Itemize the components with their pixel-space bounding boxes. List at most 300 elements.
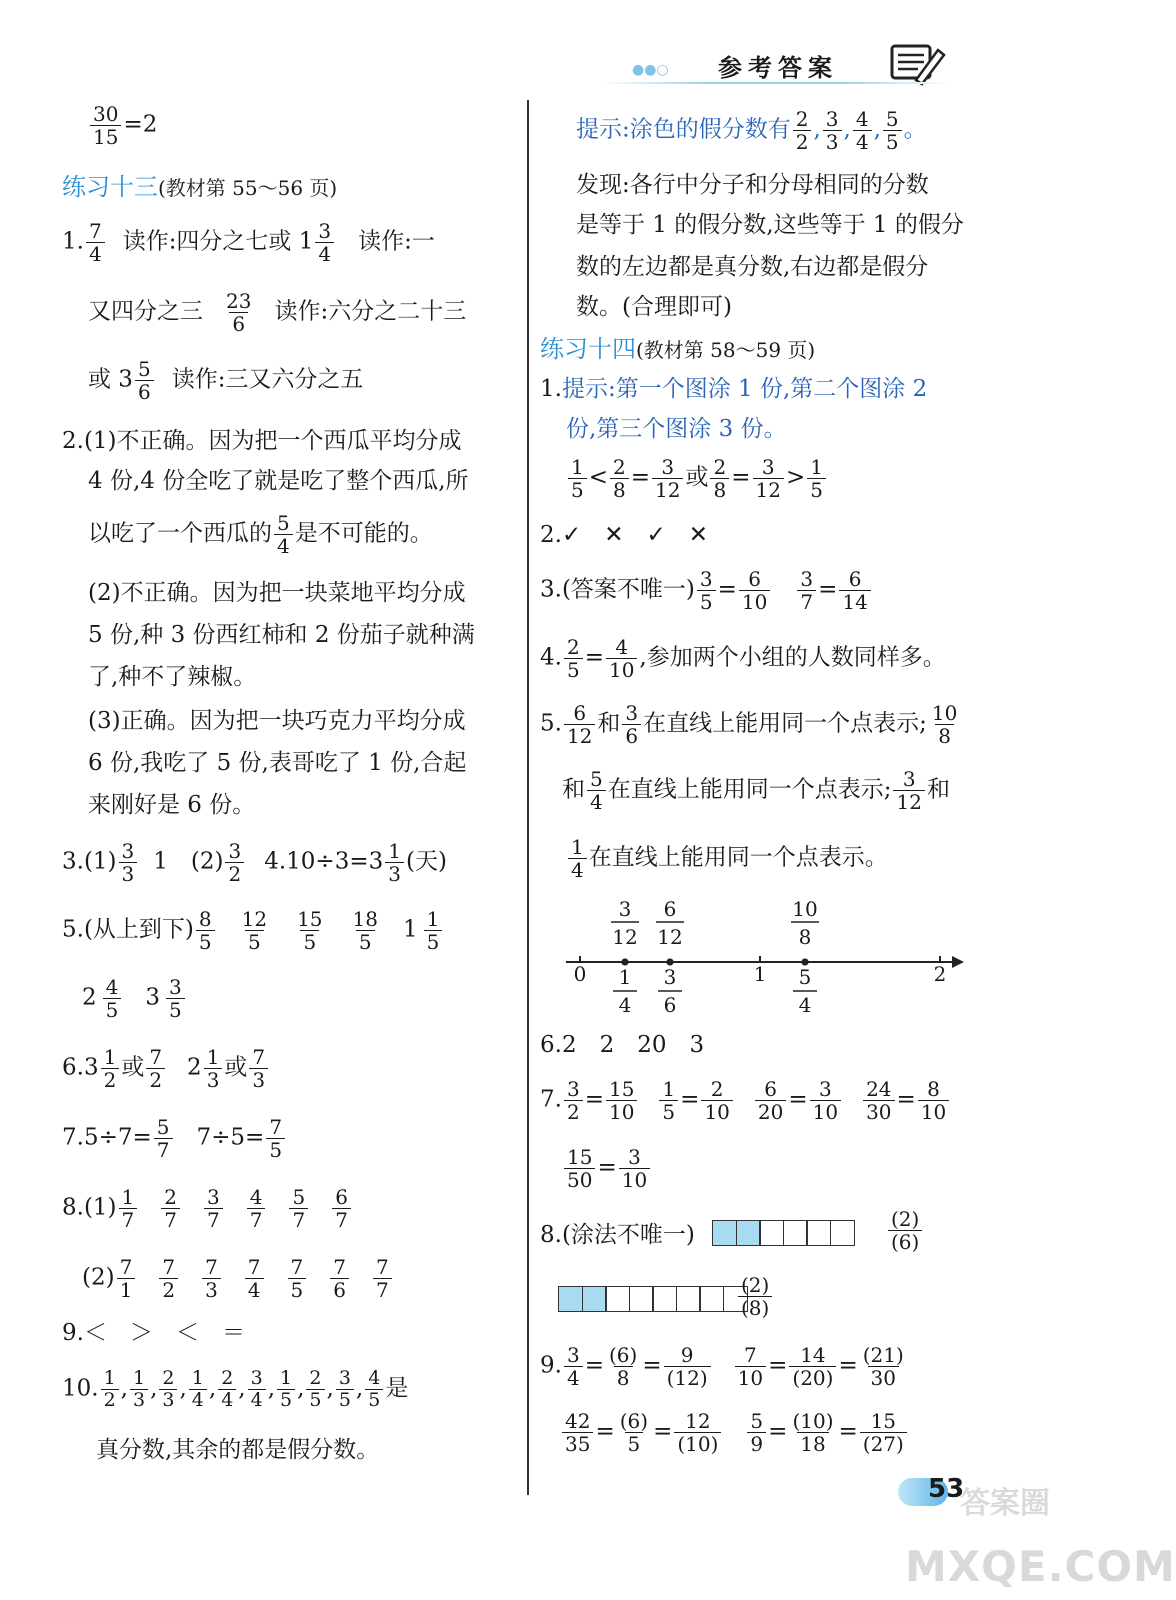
above-2-den: 12 [657, 925, 683, 949]
q5-frac-4 [350, 908, 381, 953]
numerator: 2 [162, 1367, 175, 1389]
section-14-title: 练习十四 [540, 335, 636, 363]
numerator: 6 [848, 567, 862, 591]
denominator: 5 [300, 930, 319, 953]
denominator: 4 [248, 1389, 266, 1411]
q5-frac-1 [196, 908, 215, 953]
numerator: 14 [800, 1343, 826, 1367]
r9-2a-0 [562, 1410, 593, 1455]
numerator: 3 [818, 1077, 832, 1101]
r1-line-1 [540, 374, 927, 404]
q2-2-l3: 了,种不了辣椒。 [88, 664, 257, 690]
q10-frac-9 [336, 1368, 354, 1411]
r7-frac-2-b [810, 1078, 841, 1123]
denominator: 10 [606, 658, 637, 681]
denominator: 3 [249, 1068, 268, 1091]
q1-frac-a [86, 220, 105, 265]
q2-1-l3a: 以吃了一个西瓜的 [88, 520, 272, 547]
denominator: 3 [204, 1068, 223, 1091]
q4-unit: (天) [405, 848, 447, 875]
top-formula-result: =2 [123, 111, 158, 138]
q8-2-frac-4 [245, 1256, 264, 1301]
denominator: 5 [883, 130, 902, 153]
numerator: 2 [710, 1077, 724, 1101]
denominator: 7 [204, 1208, 223, 1231]
denominator: 2 [564, 1100, 583, 1123]
denominator: 7 [373, 1278, 392, 1301]
numerator: 3 [625, 701, 639, 725]
numerator: 42 [565, 1409, 591, 1433]
comma: , [813, 116, 821, 143]
r3-line [540, 568, 873, 613]
numerator: 3 [661, 455, 675, 479]
r7-frac-0-a [564, 1078, 583, 1123]
numerator: 1 [191, 1367, 204, 1389]
section-13-pages: (教材第 55～56 页) [158, 176, 338, 200]
numerator: 30 [93, 102, 119, 126]
eq: = [838, 1352, 858, 1379]
q6-frac-3 [204, 1046, 223, 1091]
denominator: 10 [810, 1100, 841, 1123]
above-1-num: 3 [618, 897, 632, 921]
numerator: 15 [567, 1145, 593, 1169]
numerator: 1 [426, 907, 440, 931]
r1-frac-10 [807, 456, 826, 501]
r7-label: 7. [540, 1086, 562, 1113]
numerator: 7 [119, 1255, 133, 1279]
q8-2-frac-2 [159, 1256, 178, 1301]
r4-line [540, 636, 946, 681]
denominator: 5 [288, 1278, 307, 1301]
denominator: 10 [606, 1100, 637, 1123]
denominator: 2 [101, 1068, 120, 1091]
top-formula [88, 103, 157, 148]
denominator: 5 [365, 1389, 383, 1411]
denominator: 10 [619, 1168, 650, 1191]
r9-1a-2 [664, 1344, 711, 1389]
numerator: 3 [338, 1367, 351, 1389]
r7-frac-5-b [619, 1146, 650, 1191]
tick-2-label: 2 [933, 962, 947, 986]
eq: = [595, 1418, 615, 1445]
find-l3: 数的左边都是真分数,右边都是假分 [576, 254, 929, 280]
tick-1-label: 1 [753, 962, 767, 986]
q6-frac-4 [249, 1046, 268, 1091]
watermark-url: MXQE.COM [905, 1542, 1176, 1591]
numerator: 3 [207, 1185, 220, 1209]
r2-line [540, 520, 708, 550]
eq: = [768, 1352, 788, 1379]
numerator: 7 [269, 1115, 283, 1139]
q8-1-frac-5 [289, 1186, 308, 1231]
tip-text: 提示:涂色的假分数有 [576, 116, 791, 143]
eq: = [642, 1352, 662, 1379]
find-line-2 [576, 210, 964, 240]
r7-line-2 [562, 1146, 652, 1191]
q8-1-frac-3 [204, 1186, 223, 1231]
q10-line2: 真分数,其余的都是假分数。 [96, 1437, 380, 1463]
denominator: 6 [622, 724, 641, 747]
q10-frac-2 [130, 1368, 148, 1411]
r5-frac-4 [587, 768, 606, 813]
denominator: 35 [562, 1432, 593, 1455]
numerator: 2 [713, 455, 727, 479]
denominator: 5 [336, 1389, 354, 1411]
header-rule [600, 82, 950, 84]
r9-line-2 [560, 1410, 909, 1455]
r6-line [540, 1030, 704, 1060]
numerator: 3 [566, 1343, 580, 1367]
r1-frac-4 [652, 456, 683, 501]
numerator: 7 [376, 1255, 389, 1279]
numerator: 3 [761, 455, 775, 479]
page-number: 53 [928, 1474, 965, 1504]
q8-1-frac-4 [247, 1186, 266, 1231]
denominator: 5 [697, 590, 716, 613]
r8-frac-1-line [886, 1208, 924, 1253]
comma: , [150, 1375, 158, 1402]
find-l2: 是等于 1 的假分数,这些等于 1 的假分 [576, 212, 964, 238]
denominator: 10 [739, 590, 770, 613]
r4-text: ,参加两个小组的人数同样多。 [639, 644, 946, 671]
r9-line-1 [540, 1344, 909, 1389]
q2-1-line-1 [62, 426, 462, 456]
q2-1-l2: 4 份,4 份全吃了就是吃了整个西瓜,所 [88, 468, 469, 494]
tip-frac-3 [853, 108, 872, 153]
denominator: 2 [225, 862, 244, 885]
numerator: 4 [249, 1185, 263, 1209]
q1-frac-b [315, 220, 334, 265]
eq: = [680, 1086, 700, 1113]
denominator: 5 [564, 658, 583, 681]
numerator: 12 [241, 907, 268, 931]
notebook-pencil-icon [886, 40, 946, 86]
r8-bar-2-cell [605, 1286, 630, 1312]
q10-line-1 [62, 1368, 408, 1411]
q2-2-l2: 5 份,种 3 份西红柿和 2 份茄子就种满 [88, 622, 475, 648]
denominator: 1 [117, 1278, 136, 1301]
denominator: 7 [161, 1208, 180, 1231]
denominator: 5 [266, 1138, 285, 1161]
numerator: 1 [132, 1367, 146, 1389]
denominator: 8 [614, 1366, 633, 1389]
r8-bar-1-cell [736, 1220, 761, 1246]
q1-line3-a: 或 3 [88, 366, 133, 393]
numerator: 2 [613, 455, 626, 479]
numerator: 7 [205, 1255, 218, 1279]
denominator: 6 [330, 1278, 349, 1301]
numerator: 2 [566, 635, 580, 659]
below-3-den: 4 [798, 993, 812, 1017]
tip-frac-1 [793, 108, 812, 153]
denominator: (20) [789, 1366, 836, 1389]
r1-op: < [588, 464, 609, 491]
denominator: 7 [332, 1208, 351, 1231]
find-line-4 [576, 292, 732, 322]
numerator: 15 [608, 1077, 635, 1101]
r5-line-2 [562, 768, 950, 813]
denominator: 2 [793, 130, 812, 153]
numerator: 15 [870, 1409, 897, 1433]
numerator: 9 [680, 1343, 694, 1367]
r9-2b-2 [860, 1410, 907, 1455]
denominator: 2 [159, 1278, 178, 1301]
denominator: 12 [753, 478, 784, 501]
denominator: (6) [888, 1230, 922, 1253]
q5-label: 5.(从上到下) [62, 916, 194, 943]
r1-frac-2 [610, 456, 629, 501]
denominator: 7 [289, 1208, 308, 1231]
denominator: 5 [306, 1389, 324, 1411]
q2-2-line-3 [88, 662, 256, 692]
comma: , [297, 1375, 305, 1402]
r8-bar-2-cell [629, 1286, 654, 1312]
r4-eq: = [584, 644, 604, 671]
q8-1-frac-6 [332, 1186, 351, 1231]
comma: , [120, 1375, 128, 1402]
r1-line-2 [566, 414, 787, 444]
r1-op: = [731, 464, 751, 491]
r9-1a-0 [564, 1344, 583, 1389]
q10-frac-4 [189, 1368, 207, 1411]
q5-whole-1: 1 [402, 916, 418, 943]
numerator: 4 [615, 635, 629, 659]
r8-bar-1-cell [830, 1220, 855, 1246]
q5-mixed-2 [103, 976, 122, 1021]
below-3-num: 5 [798, 965, 812, 989]
q1-line3-b: 读作:三又六分之五 [171, 366, 364, 393]
r5-frac-1 [564, 702, 595, 747]
q2-2-line-1 [88, 578, 466, 608]
q4-text: 4.10÷3=3 [264, 848, 384, 875]
denominator: 14 [839, 590, 870, 613]
comma: , [355, 1375, 364, 1402]
q5-line-1 [62, 908, 444, 953]
q1-line2-a: 又四分之三 [88, 298, 203, 325]
r8-bar-1-cell [806, 1220, 831, 1246]
denominator: 5 [196, 930, 215, 953]
denominator: 12 [893, 790, 924, 813]
eq: = [896, 1086, 916, 1113]
r8-bar-1-cell [712, 1220, 737, 1246]
denominator: 5 [424, 930, 443, 953]
q5-mixed-1 [424, 908, 443, 953]
numerator: 3 [169, 975, 182, 999]
r8-bar-2-cell [699, 1286, 724, 1312]
numerator: 7 [333, 1255, 346, 1279]
numerator: 1 [388, 839, 401, 863]
numerator: 6 [573, 701, 587, 725]
r4-label: 4. [540, 644, 562, 671]
denominator: 3 [119, 862, 138, 885]
r3-op [772, 577, 795, 603]
q10-frac-10 [365, 1368, 383, 1411]
r9-1b-2 [860, 1344, 907, 1389]
numerator: 3 [121, 839, 135, 863]
q5-whole-2: 2 [82, 984, 97, 1011]
r8-bar-2-cell [652, 1286, 677, 1312]
r8-label: 8.(涂法不唯一) [540, 1222, 695, 1248]
above-2-num: 6 [663, 897, 677, 921]
q10-label: 10. [62, 1375, 99, 1402]
watermark-logo: 答案圈 [960, 1486, 1050, 1521]
r9-1a-1 [606, 1344, 640, 1389]
numerator: 10 [931, 701, 958, 725]
numerator: (6) [608, 1343, 638, 1367]
r5-and-3: 和 [926, 776, 950, 803]
r7-frac-0-b [606, 1078, 637, 1123]
q8-line-1 [62, 1186, 373, 1231]
denominator: 4 [853, 130, 872, 153]
above-1-den: 12 [612, 925, 638, 949]
q8-2-frac-7 [373, 1256, 392, 1301]
denominator: 12 [652, 478, 683, 501]
r9-2b-0 [747, 1410, 766, 1455]
denominator: 7 [119, 1208, 138, 1231]
above-3-den: 8 [798, 925, 812, 949]
q10-frac-7 [277, 1368, 295, 1411]
numerator: (6) [619, 1409, 649, 1433]
q2-3-line-2 [88, 748, 466, 778]
q7-frac-1 [154, 1116, 173, 1161]
q7-expr-1: 7.5÷7= [62, 1124, 152, 1151]
r5-and-1: 和 [597, 710, 621, 737]
denominator: 5 [277, 1389, 295, 1411]
denominator: (8) [738, 1296, 772, 1319]
denominator: 4 [587, 790, 606, 813]
tip-frac-4 [883, 108, 902, 153]
tip-line [576, 108, 927, 153]
q1-line-1 [62, 220, 435, 265]
eq: = [597, 1154, 617, 1181]
numerator: 5 [277, 511, 290, 535]
r7-frac-2-a [755, 1078, 786, 1123]
header-dots: ●●○ [632, 62, 669, 78]
r5-text-2: 在直线上能用同一个点表示; [607, 776, 892, 803]
r8-bar-2-cell [558, 1286, 583, 1312]
denominator: 4 [564, 1366, 583, 1389]
r8-frac-1 [888, 1208, 922, 1253]
denominator: 4 [568, 858, 587, 881]
numerator: 23 [226, 289, 252, 313]
denominator: 20 [755, 1100, 786, 1123]
q6-frac-1 [101, 1046, 120, 1091]
q8-label-2: (2) [82, 1264, 115, 1291]
denominator: (27) [860, 1432, 907, 1455]
denominator: 4 [315, 242, 334, 265]
q1-read-a: 读作:四分之七或 1 [122, 228, 314, 255]
r5-label: 5. [540, 710, 562, 737]
q5-frac-2 [239, 908, 270, 953]
q5-whole-3: 3 [145, 984, 161, 1011]
numerator: 5 [885, 107, 899, 131]
denominator: 4 [218, 1389, 236, 1411]
numerator: 5 [590, 767, 603, 791]
above-3-num: 10 [792, 897, 818, 921]
r5-frac-2 [622, 702, 641, 747]
r8-label-line [540, 1220, 695, 1250]
denominator: 7 [797, 590, 816, 613]
q10-frac-1 [101, 1368, 119, 1411]
numerator: 3 [566, 1077, 580, 1101]
q6-frac-2 [146, 1046, 165, 1091]
r8-bar-1-cell [783, 1220, 808, 1246]
q1-number: 1. [62, 228, 84, 255]
numerator: 5 [137, 357, 151, 381]
below-2-num: 3 [663, 965, 677, 989]
r1-expression [566, 456, 828, 501]
q8-2-frac-3 [202, 1256, 221, 1301]
r9-2b-1 [789, 1410, 836, 1455]
q9-line [62, 1318, 245, 1348]
numerator: (10) [792, 1409, 834, 1433]
q3-q4-line [62, 840, 447, 885]
eq: = [584, 1352, 604, 1379]
numerator: 24 [866, 1077, 892, 1101]
r3-frac-6 [839, 568, 870, 613]
q2-3-line-1 [88, 706, 466, 736]
page-header-title: 参考答案 [718, 54, 838, 82]
q3-label: 3.(1) [62, 848, 117, 875]
denominator: 5 [807, 478, 826, 501]
q6-label: 6.3 [62, 1054, 99, 1081]
numerator: 7 [88, 219, 102, 243]
q7-line [62, 1116, 287, 1161]
numerator: 7 [162, 1255, 176, 1279]
eq: = [768, 1418, 788, 1445]
numerator: 3 [902, 767, 916, 791]
denominator: 9 [747, 1432, 766, 1455]
r1-op: = [630, 464, 651, 491]
numerator: 3 [699, 567, 713, 591]
r9-2a-1 [617, 1410, 651, 1455]
section-14-pages: (教材第 58～59 页) [636, 338, 816, 362]
r3-frac-4 [797, 568, 816, 613]
denominator: 2 [101, 1389, 119, 1411]
q6-whole: 2 [187, 1054, 202, 1081]
column-divider [527, 100, 529, 1495]
denominator: 30 [868, 1366, 899, 1389]
numerator: 6 [748, 567, 761, 591]
q10-line-2 [96, 1435, 379, 1465]
top-fraction [90, 103, 121, 148]
comma: , [843, 116, 851, 143]
section-14-heading [540, 334, 815, 365]
tip-end: 。 [903, 116, 927, 143]
eq: = [653, 1418, 673, 1445]
q6-line [62, 1046, 270, 1091]
numerator: 5 [156, 1115, 170, 1139]
comma: , [179, 1375, 187, 1402]
section-13-title: 练习十三 [62, 173, 158, 201]
r4-frac-1 [564, 636, 583, 681]
denominator: 7 [154, 1138, 173, 1161]
q4-frac [385, 840, 404, 885]
denominator: 5 [245, 930, 264, 953]
numerator: 2 [221, 1367, 234, 1389]
q3-frac-1 [119, 840, 138, 885]
r1-frac-6 [710, 456, 729, 501]
denominator: 7 [247, 1208, 266, 1231]
q2-2-line-2 [88, 620, 475, 650]
numerator: 5 [292, 1185, 306, 1209]
q1-line-2 [88, 290, 466, 335]
r1-hint-2: 份,第三个图涂 3 份。 [566, 416, 787, 442]
r8-bar-2-cell [582, 1286, 607, 1312]
comma: , [267, 1375, 276, 1402]
q10-frac-6 [248, 1368, 266, 1411]
r5-frac-6 [568, 836, 587, 881]
